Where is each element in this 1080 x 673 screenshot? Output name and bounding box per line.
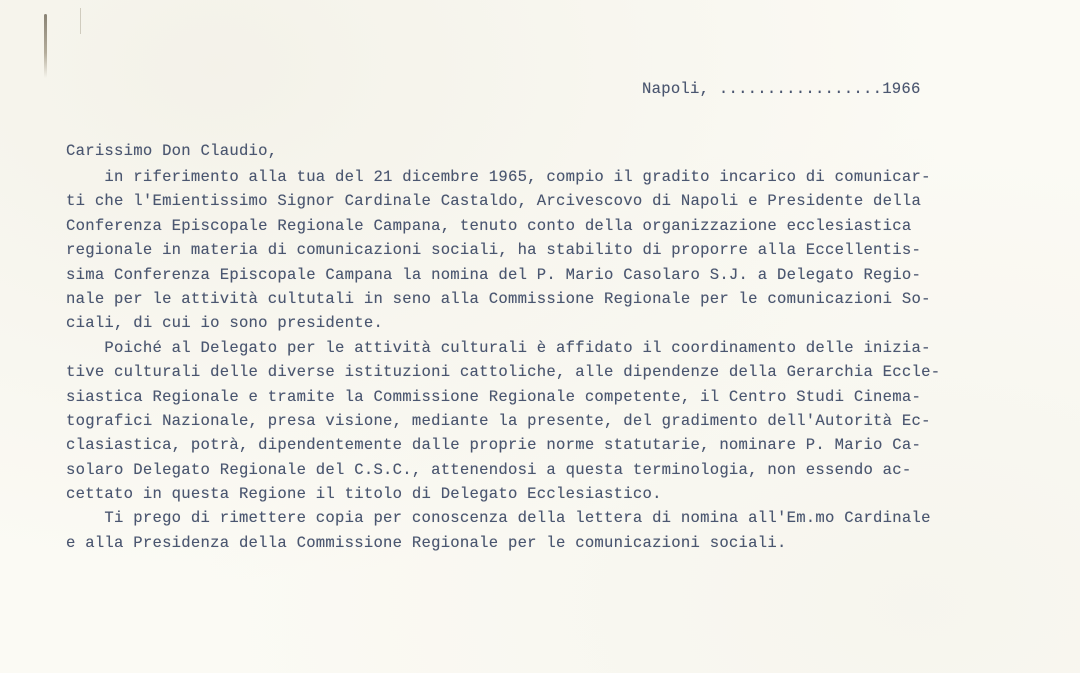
body-line: siastica Regionale e tramite la Commissione Regionale competente, il Centro Studi Cinema- — [66, 387, 922, 406]
body-line: cettato in questa Regione il titolo di Delegato Ecclesiastico. — [66, 485, 662, 504]
body-line: sima Conferenza Episcopale Campana la nomina del P. Mario Casolaro S.J. a Delegato Regio- — [66, 265, 922, 284]
body-line: in riferimento alla tua del 21 dicembre 1965, compio il gradito incarico di comunicar- — [66, 168, 931, 186]
salutation: Carissimo Don Claudio, — [66, 142, 278, 160]
date-line: Napoli, .................1966 — [642, 80, 921, 98]
body-line: nale per le attività cultutali in seno alla Commissione Regionale per le comunicazioni So- — [66, 289, 931, 308]
letter-body — [66, 165, 940, 555]
paper-edge-mark — [44, 14, 47, 78]
body-line: clasiastica, potrà, dipendentemente dalle proprie norme statutarie, nominare P. Mario Ca- — [66, 436, 922, 455]
paper-edge-mark-secondary — [80, 8, 81, 34]
body-line: ciali, di cui io sono presidente. — [66, 314, 384, 333]
body-line: tografici Nazionale, presa visione, mediante la presente, del gradimento dell'Autorità Ec- — [66, 411, 931, 430]
body-line: tive culturali delle diverse istituzioni cattoliche, alle dipendenze della Gerarchia Eccle- — [66, 363, 941, 382]
body-line: ti che l'Emientissimo Signor Cardinale Castaldo, Arcivescovo di Napoli e Presidente della — [66, 192, 922, 211]
body-line: solaro Delegato Regionale del C.S.C., attenendosi a questa terminologia, non essendo ac- — [66, 460, 912, 479]
body-line: Conferenza Episcopale Regionale Campana, tenuto conto della organizzazione ecclesiastica — [66, 216, 912, 235]
body-line: Ti prego di rimettere copia per conoscenza della lettera di nomina all'Em.mo Cardinale — [66, 509, 931, 528]
body-line: e alla Presidenza della Commissione Regionale per le comunicazioni sociali. — [66, 533, 787, 552]
body-line: regionale in materia di comunicazioni sociali, ha stabilito di proporre alla Eccellentis- — [66, 241, 922, 260]
body-line: Poiché al Delegato per le attività culturali è affidato il coordinamento delle inizia- — [66, 338, 931, 357]
